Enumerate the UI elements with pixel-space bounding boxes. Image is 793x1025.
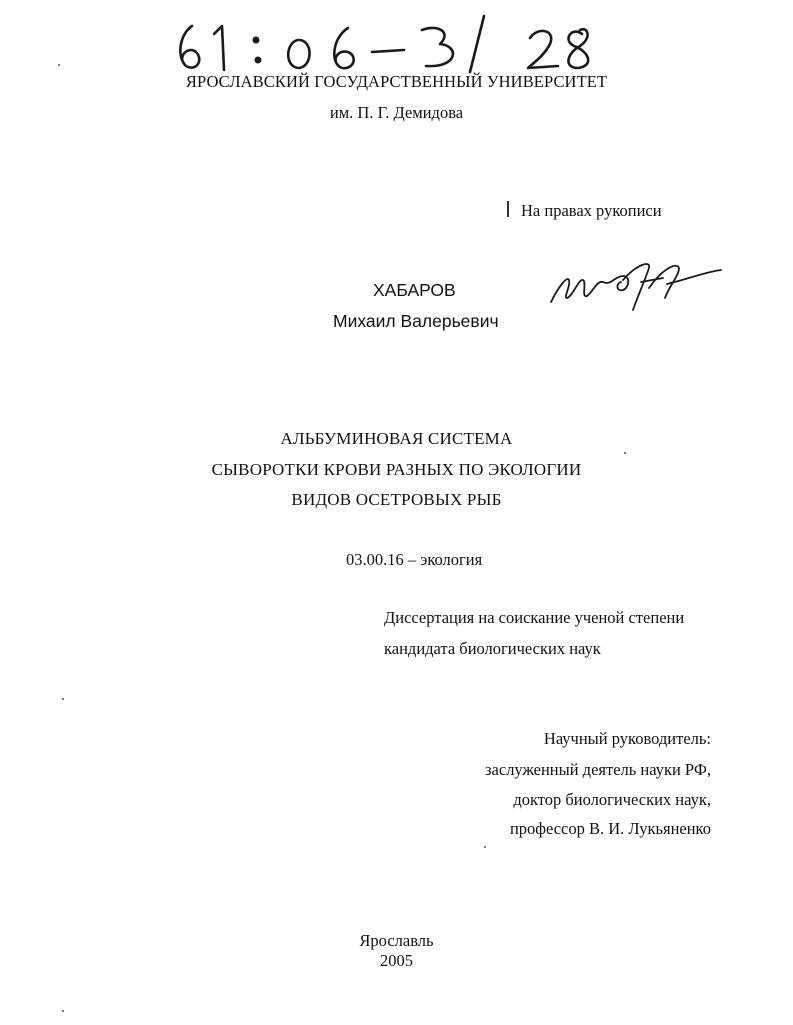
advisor-title-honorary: заслуженный деятель науки РФ,	[485, 760, 711, 779]
margin-mark	[507, 201, 509, 217]
footer-year: 2005	[380, 951, 413, 970]
scan-speck	[62, 1010, 64, 1012]
author-surname: ХАБАРОВ	[373, 280, 456, 300]
footer-city: Ярославль	[359, 931, 434, 950]
handwritten-archive-code	[170, 14, 630, 74]
scan-speck	[484, 846, 486, 848]
advisor-name: профессор В. И. Лукьяненко	[509, 819, 711, 838]
university-named-after: им. П. Г. Демидова	[329, 103, 464, 122]
thesis-title-line-2: СЫВОРОТКИ КРОВИ РАЗНЫХ ПО ЭКОЛОГИИ	[211, 460, 582, 479]
degree-line-1: Диссертация на соискание ученой степени	[384, 608, 685, 627]
degree-line-2: кандидата биологических наук	[384, 639, 601, 658]
scan-speck	[58, 64, 60, 66]
advisor-title-degree: доктор биологических наук,	[513, 790, 711, 809]
advisor-label: Научный руководитель:	[543, 729, 711, 748]
university-name: ЯРОСЛАВСКИЙ ГОСУДАРСТВЕННЫЙ УНИВЕРСИТЕТ	[185, 72, 608, 91]
scan-speck	[624, 452, 626, 454]
manuscript-note: На правах рукописи	[521, 201, 662, 220]
specialty-code: 03.00.16 – экология	[346, 550, 483, 569]
author-signature	[545, 258, 725, 318]
scan-speck	[62, 698, 64, 700]
thesis-title-line-3: ВИДОВ ОСЕТРОВЫХ РЫБ	[291, 490, 502, 509]
thesis-title-line-1: АЛЬБУМИНОВАЯ СИСТЕМА	[280, 429, 513, 448]
author-given-names: Михаил Валерьевич	[333, 311, 499, 331]
